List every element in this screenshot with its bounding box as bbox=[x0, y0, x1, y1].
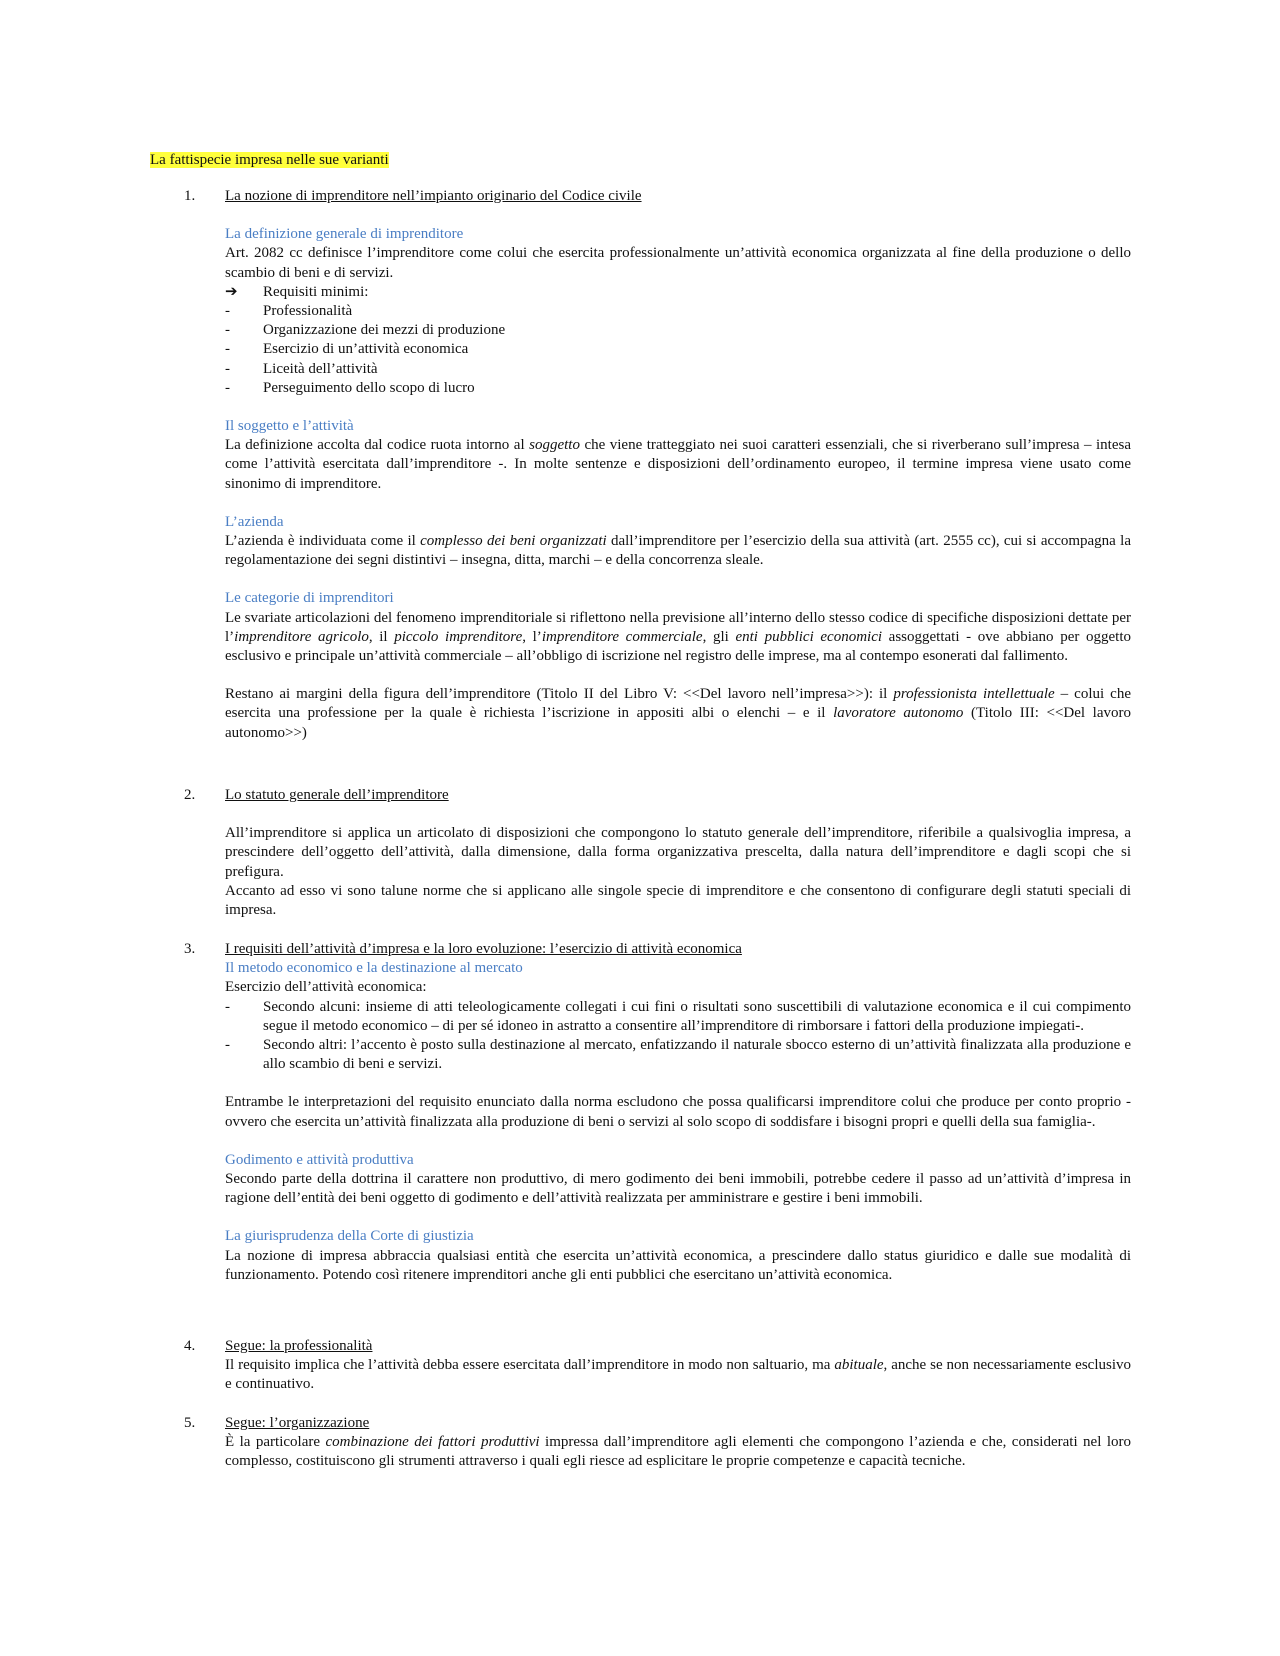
paragraph-margini bbox=[225, 685, 1131, 743]
list-item bbox=[225, 1036, 1131, 1074]
section-heading: Lo statuto generale dell’imprenditore bbox=[225, 787, 449, 803]
text-run: La definizione accolta dal codice ruota intorno al bbox=[225, 437, 530, 454]
paragraph-godimento: Secondo parte della dottrina il carattere non produttivo, di mero godimento dei beni immobili, potrebbe cedere il passo ad un’attività d’impresa in ragione dell’entità dei beni oggetto di godimento e dell’attività realizzata per amministrare e gestire i beni immobili. bbox=[225, 1171, 1131, 1207]
label-esercizio: Esercizio dell’attività economica: bbox=[225, 979, 427, 996]
text-run: Il requisito implica che l’attività debba essere esercitata dall’imprenditore in modo non saltuario, ma bbox=[225, 1357, 835, 1374]
list-item bbox=[225, 340, 1131, 359]
list-item-text: Organizzazione dei mezzi di produzione bbox=[263, 322, 506, 339]
dash-bullet: - bbox=[225, 322, 230, 339]
arrow-right-icon: ➔ bbox=[225, 283, 238, 300]
list-item bbox=[225, 360, 1131, 379]
text-run: È la particolare bbox=[225, 1434, 326, 1451]
text-run-italic: abituale bbox=[834, 1357, 884, 1374]
text-run: Restano ai margini della figura dell’imprenditore (Titolo II del Libro V: <<Del lavoro nell’impresa>>): il bbox=[225, 686, 894, 703]
text-run: , il bbox=[368, 628, 395, 645]
list-item bbox=[225, 302, 1131, 321]
list-item-text: Secondo altri: l’accento è posto sulla destinazione al mercato, enfatizzando il naturale sbocco esterno di un’attività finalizzata alla produzione e allo scambio di beni e servizi. bbox=[263, 1037, 1131, 1073]
paragraph-statuto: All’imprenditore si applica un articolato di disposizioni che compongono lo statuto generale dell’imprenditore, riferibile a qualsivoglia impresa, a prescindere dell’oggetto dell’attività, dalla dimensione, dalla forma organizzativa prescelta, dalla natura dell’imprenditore e dagli scopi che si prefigura. bbox=[225, 825, 1131, 880]
section-heading: I requisiti dell’attività d’impresa e la loro evoluzione: l’esercizio di attività economica bbox=[225, 941, 742, 957]
list-item-text: Secondo alcuni: insieme di atti teleologicamente collegati i cui fini o risultati sono suscettibili di valutazione economica e il cui compimento segue il metodo economico – di per sé idoneo in astratto a consentire all’imprenditore di rimborsare i fattori della produzione impiegati-. bbox=[263, 998, 1131, 1034]
dash-bullet: - bbox=[225, 360, 230, 377]
paragraph-organizzazione bbox=[225, 1433, 1131, 1471]
list-item-text: Requisiti minimi: bbox=[263, 283, 369, 300]
list-item-text: Perseguimento dello scopo di lucro bbox=[263, 379, 475, 396]
list-item bbox=[225, 321, 1131, 340]
paragraph-definizione: Art. 2082 cc definisce l’imprenditore come colui che esercita professionalmente un’attività economica organizzata al fine della produzione o dello scambio di beni e di servizi. bbox=[225, 245, 1131, 281]
text-run: impressa dall’imprenditore agli elementi che compongono l’azienda e che, considerati nel loro complesso, costituiscono gli strumenti attraverso i quali egli riesce ad esplicitare le proprie competenze e capacità tecniche. bbox=[225, 1434, 1131, 1470]
text-run-italic: soggetto bbox=[529, 437, 580, 454]
subheading-azienda: L’azienda bbox=[225, 513, 284, 530]
section-5 bbox=[184, 1414, 1131, 1472]
paragraph-azienda bbox=[225, 532, 1131, 570]
section-heading: Segue: l’organizzazione bbox=[225, 1415, 370, 1431]
paragraph-categorie bbox=[225, 609, 1131, 667]
subheading-soggetto: Il soggetto e l’attività bbox=[225, 418, 354, 435]
text-run-italic: imprenditore agricolo bbox=[234, 628, 369, 645]
section-heading: Segue: la professionalità bbox=[225, 1338, 373, 1354]
text-run: Le svariate articolazioni del fenomeno imprenditoriale si riflettono nella previsione all’interno dello stesso codice di specifiche disposizioni dettate per l’ bbox=[225, 609, 1131, 645]
subheading-definizione: La definizione generale di imprenditore bbox=[225, 226, 464, 243]
subheading-metodo: Il metodo economico e la destinazione al mercato bbox=[225, 960, 523, 977]
text-run: (Titolo III: <<Del lavoro autonomo>>) bbox=[225, 705, 1131, 741]
paragraph-professionalita bbox=[225, 1356, 1131, 1394]
text-run: , anche se non necessariamente esclusivo e continuativo. bbox=[225, 1357, 1131, 1393]
text-run-italic: piccolo imprenditore bbox=[394, 628, 523, 645]
text-run: , gli bbox=[702, 628, 736, 645]
subheading-giurisprudenza: La giurisprudenza della Corte di giustizia bbox=[225, 1228, 474, 1245]
requisiti-label bbox=[225, 283, 1131, 302]
section-number: 2. bbox=[184, 787, 196, 803]
subheading-godimento: Godimento e attività produttiva bbox=[225, 1151, 414, 1168]
section-2 bbox=[184, 786, 1131, 920]
text-run: L’azienda è individuata come il bbox=[225, 533, 421, 550]
list-item bbox=[225, 379, 1131, 398]
list-item-text: Professionalità bbox=[263, 303, 353, 320]
section-4 bbox=[184, 1337, 1131, 1395]
section-number: 3. bbox=[184, 941, 196, 957]
title-highlight: La fattispecie impresa nelle sue varianti bbox=[150, 152, 389, 168]
list-item bbox=[225, 998, 1131, 1036]
text-run: assoggettati - ove abbiano per oggetto esclusivo e principale un’attività commerciale – all’obbligo di iscrizione nel registro delle imprese, ma al contempo esonerati dal fallimento. bbox=[225, 628, 1131, 665]
text-run: , l’ bbox=[522, 628, 542, 645]
section-3 bbox=[184, 940, 1131, 1285]
subheading-categorie: Le categorie di imprenditori bbox=[225, 590, 394, 607]
document-title bbox=[150, 151, 389, 170]
dash-bullet: - bbox=[225, 1037, 230, 1054]
section-heading: La nozione di imprenditore nell’impianto originario del Codice civile bbox=[225, 188, 642, 204]
list-item-text: Liceità dell’attività bbox=[263, 360, 378, 377]
text-run: che viene tratteggiato nei suoi caratteri essenziali, che si riverberano sull’impresa – intesa come l’attività esercitata dall’imprenditore -. In molte sentenze e disposizioni dell’ordinamento europeo, il termine impresa viene usato come sinonimo di imprenditore. bbox=[225, 437, 1131, 492]
text-run: – colui che esercita una professione per la quale è richiesta l’iscrizione in appositi albi o elenchi – e il bbox=[225, 686, 1131, 722]
paragraph-giurisprudenza: La nozione di impresa abbraccia qualsiasi entità che esercita un’attività economica, a prescindere dallo status giuridico e dalle sue modalità di funzionamento. Potendo così ritenere imprenditori anche gli enti pubblici che esercitano un’attività economica. bbox=[225, 1247, 1131, 1283]
dash-bullet: - bbox=[225, 303, 230, 320]
paragraph-soggetto bbox=[225, 436, 1131, 494]
section-number: 5. bbox=[184, 1415, 196, 1431]
section-number: 4. bbox=[184, 1338, 196, 1354]
text-run-italic: imprenditore commerciale bbox=[541, 628, 703, 645]
list-item-text: Esercizio di un’attività economica bbox=[263, 341, 469, 358]
text-run: dall’imprenditore per l’esercizio della sua attività (art. 2555 cc), cui si accompagna la regolamentazione dei segni distintivi – insegna, ditta, marchi – e della concorrenza sleale. bbox=[225, 533, 1131, 569]
text-run-italic: complesso dei beni organizzati bbox=[420, 533, 607, 550]
dash-bullet: - bbox=[225, 998, 230, 1015]
paragraph-interpretazioni: Entrambe le interpretazioni del requisito enunciato dalla norma escludono che possa qualificarsi imprenditore colui che produce per conto proprio - ovvero che esercita un’attività finalizzata alla produzione di beni o servizi al solo scopo di soddisfare i bisogni propri e quelli della sua famiglia-. bbox=[225, 1094, 1131, 1130]
text-run-italic: combinazione dei fattori produttivi bbox=[325, 1434, 540, 1451]
text-run-italic: enti pubblici economici bbox=[735, 628, 883, 645]
dash-bullet: - bbox=[225, 341, 230, 358]
section-number: 1. bbox=[184, 188, 196, 204]
dash-bullet: - bbox=[225, 379, 230, 396]
paragraph-statuti-speciali: Accanto ad esso vi sono talune norme che si applicano alle singole specie di imprenditore e che consentono di configurare degli statuti speciali di impresa. bbox=[225, 882, 1131, 919]
section-1 bbox=[184, 187, 1131, 743]
text-run-italic: lavoratore autonomo bbox=[833, 705, 964, 722]
text-run-italic: professionista intellettuale bbox=[893, 686, 1055, 703]
